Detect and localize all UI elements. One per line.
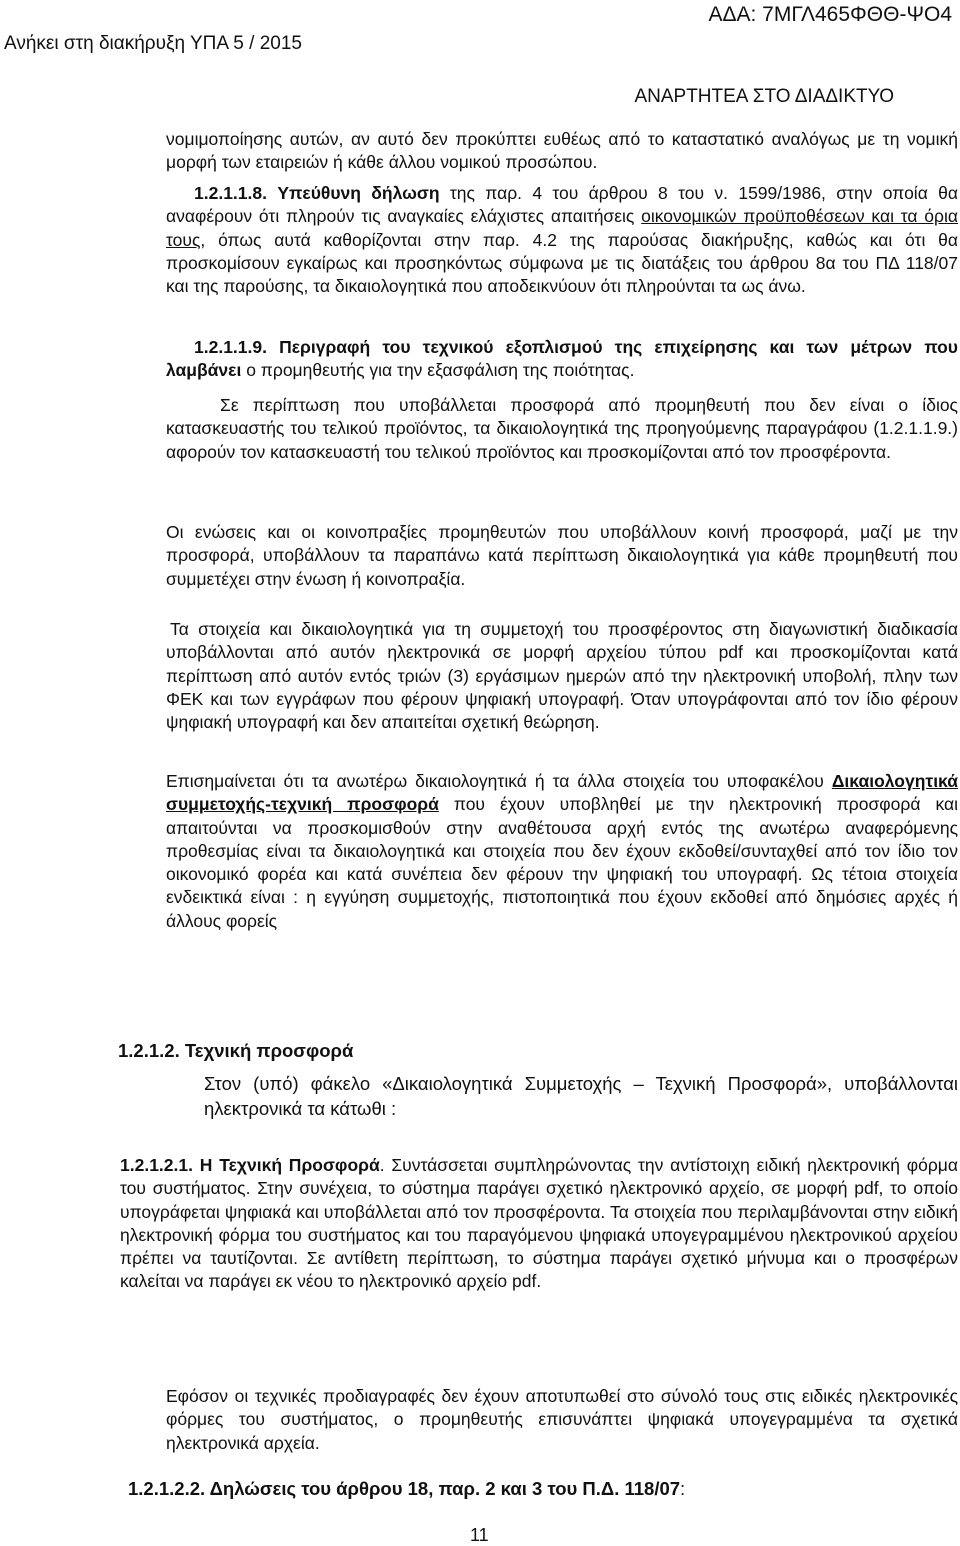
paragraph-technical-specifications	[166, 1385, 958, 1455]
paragraph-text: Εφόσον οι τεχνικές προδιαγραφές δεν έχουν αποτυπωθεί στο σύνολό τους στις ειδικές ηλεκτρονικές φόρμες του συστήματος, ο προμηθευτής επισυνάπτει ψηφιακά υπογεγραμμένα τα σχετικά ηλεκτρονικά αρχεία.	[166, 1386, 958, 1453]
paragraph-technical-offer-envelope	[204, 1071, 958, 1121]
paragraph-documents-to-submit	[166, 770, 958, 933]
paragraph-supplier-not-manufacturer	[166, 394, 958, 464]
section-heading-declarations	[128, 1478, 685, 1500]
publish-notice: ΑΝΑΡΤΗΤΕΑ ΣΤΟ ΔΙΑΔΙΚΤΥΟ	[634, 86, 894, 107]
paragraph-text: όπως αυτά καθορίζονται στην παρ. 4.2 της παρούσας διακήρυξης, καθώς και ότι θα προσκομίσουν εγκαίρως και προσηκόντως σύμφωνα με τις διατάξεις του άρθρου 8α του ΠΔ 118/07 και της παρούσης, τα δικαιολογητικά που αποδεικνύουν ότι πληρούνται τα ως άνω.	[166, 229, 958, 297]
document-reference: Ανήκει στη διακήρυξη ΥΠΑ 5 / 2015	[4, 33, 302, 54]
item-number: 1.2.1.1.9.	[194, 337, 267, 357]
bold-underlined-text: Δικαιολογητικά συμμετοχής-τεχνική προσφορά	[166, 771, 958, 815]
paragraph-electronic-submission	[166, 618, 958, 734]
paragraph-text: Οι ενώσεις και οι κοινοπραξίες προμηθευτών που υποβάλλουν κοινή προσφορά, μαζί με την προσφορά, υποβάλλουν τα παραπάνω κατά περίπτωση δικαιολογητικά για κάθε προμηθευτή που συμμετέχει στην ένωση ή κοινοπραξία.	[166, 522, 958, 589]
paragraph-text: . Συντάσσεται συμπληρώνοντας την αντίστοιχη ειδική ηλεκτρονική φόρμα του συστήματος. Στην συνέχεια, το σύστημα παράγει σχετικό ηλεκτρονικό αρχείο, σε μορφή pdf, το οποίο υπογράφεται ψηφιακά και υποβάλλεται από τον προσφέροντα. Τα στοιχεία που περιλαμβάνονται στην ειδική ηλεκτρονική φόρμα του συστήματος και του παραγόμενου ψηφιακά υπογεγραμμένου ηλεκτρονικού αρχείου πρέπει να ταυτίζονται. Σε αντίθετη περίπτωση, το σύστημα παράγει σχετικό μήνυμα και ο προσφέρων καλείται να παράγει εκ νέου το ηλεκτρονικό αρχείο pdf.	[120, 1155, 958, 1292]
paragraph-legal-representation	[166, 128, 958, 175]
paragraph-text: Σε περίπτωση που υποβάλλεται προσφορά από προμηθευτή που δεν είναι ο ίδιος κατασκευαστής του τελικού προϊόντος, τα δικαιολογητικά της προηγούμενης παραγράφου (1.2.1.1.9.) αφορούν τον κατασκευαστή του τελικού προϊόντος και προσκομίζονται από τον προσφέροντα.	[166, 395, 958, 462]
paragraph-text: ο προμηθευτής για την εξασφάλιση της ποιότητας.	[241, 360, 635, 381]
paragraph-text: Στον (υπό) φάκελο «Δικαιολογητικά Συμμετοχής – Τεχνική Προσφορά», υποβάλλονται ηλεκτρονικά τα κάτωθι :	[204, 1073, 958, 1119]
paragraph-text: Επισημαίνεται ότι τα ανωτέρω δικαιολογητικά ή τα άλλα στοιχεία του υποφακέλου	[166, 771, 832, 791]
item-title: Υπεύθυνη δήλωση	[277, 183, 440, 203]
paragraph-technical-offer-form	[120, 1154, 958, 1294]
paragraph-joint-ventures	[166, 521, 958, 591]
item-number: 1.2.1.1.8.	[194, 183, 267, 203]
section-number: 1.2.1.2.1.	[120, 1155, 193, 1175]
item-title: Περιγραφή του τεχνικού εξοπλισμού της επιχείρησης και των μέτρων που λαμβάνει	[166, 337, 958, 381]
ada-code: ΑΔΑ: 7ΜΓΛ465ΦΘΘ-ΨΟ4	[708, 3, 952, 26]
section-title: 1.2.1.2.2. Δηλώσεις του άρθρου 18, παρ. 2 και 3 του Π.Δ. 118/07	[128, 1478, 681, 1499]
section-colon: :	[680, 1478, 686, 1499]
paragraph-text: Τα στοιχεία και δικαιολογητικά για τη συμμετοχή του προσφέροντος στη διαγωνιστική διαδικασία υποβάλλονται από αυτόν ηλεκτρονικά σε μορφή αρχείου τύπου pdf και προσκομίζονται κατά περίπτωση από αυτόν εντός τριών (3) εργάσιμων ημερών από την ηλεκτρονική υποβολή, πλην των ΦΕΚ και των εγγράφων που φέρουν ψηφιακή υπογραφή. Όταν υπογράφονται από τον ίδιο φέρουν ψηφιακή υπογραφή και δεν απαιτείται σχετική θεώρηση.	[166, 619, 958, 733]
section-title: Τεχνική προσφορά	[184, 1040, 354, 1061]
section-number: 1.2.1.2.	[118, 1040, 180, 1061]
page-number: 11	[470, 1525, 489, 1545]
paragraph-solemn-declaration	[166, 182, 958, 298]
paragraph-text: που έχουν υποβληθεί με την ηλεκτρονική προσφορά και απαιτούνται να προσκομισθούν στην αναθέτουσα αρχή εντός της ανωτέρω αναφερόμενης προθεσμίας είναι τα δικαιολογητικά και στοιχεία που δεν έχουν εκδοθεί/συνταχθεί από τον ίδιο τον οικονομικό φορέα και κατά συνέπεια δεν φέρουν την ψηφιακή του υπογραφή. Ως τέτοια στοιχεία ενδεικτικά είναι : η εγγύηση συμμετοχής, πιστοποιητικά που έχουν εκδοθεί από δημόσιες αρχές ή άλλους φορείς	[166, 794, 958, 931]
paragraph-text: νομιμοποίησης αυτών, αν αυτό δεν προκύπτει ευθέως από το καταστατικό αναλόγως με τη νομική μορφή των εταιρειών ή κάθε άλλου νομικού προσώπου.	[166, 129, 958, 173]
underlined-text: οικονομικών προϋποθέσεων και τα όρια τους,	[166, 206, 959, 250]
paragraph-text: της παρ. 4 του άρθρου 8 του ν. 1599/1986, στην οποία θα αναφέρουν ότι πληρούν τις αναγκαίες ελάχιστες απαιτήσεις	[166, 183, 958, 227]
paragraph-technical-equipment	[166, 336, 958, 383]
section-title: Η Τεχνική Προσφορά	[199, 1155, 380, 1175]
section-heading-technical-offer	[118, 1040, 353, 1062]
